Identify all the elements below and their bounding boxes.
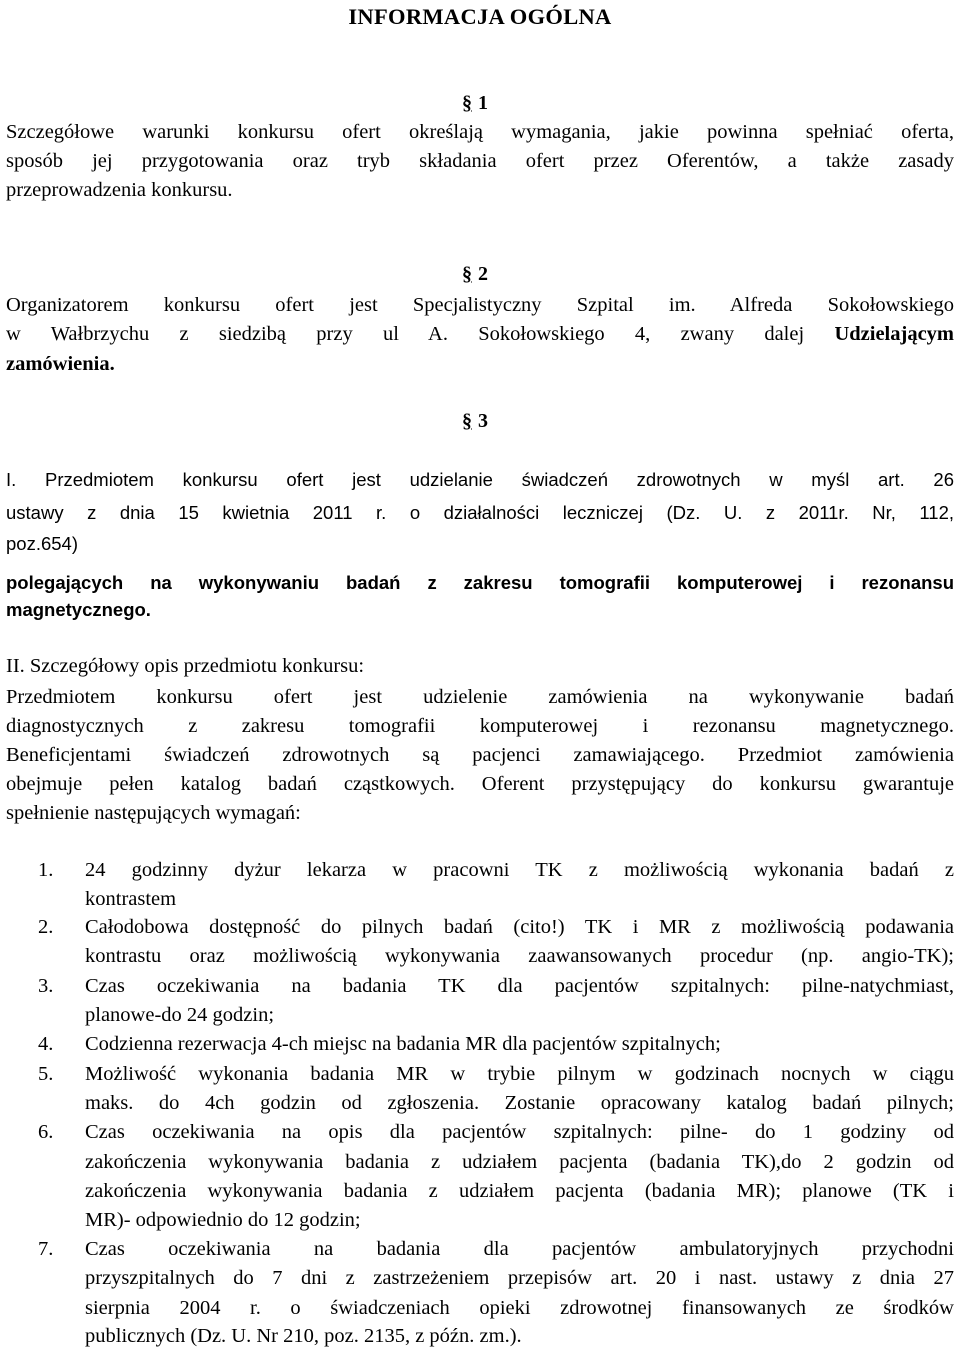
list-item-line: kontrastem [85,888,177,910]
list-item-number: 2. [38,916,54,938]
section-1-line: Szczegółowe warunki konkursu ofert określają wymagania, jakie powinna spełniać oferta, [6,121,954,143]
section-1-line: sposób jej przygotowania oraz tryb składania ofert przez Oferentów, a także zasady [6,150,954,172]
list-item-line: Całodobowa dostępność do pilnych badań (cito!) TK i MR z możliwością podawania [85,916,954,938]
section-3-line: diagnostycznych z zakresu tomografii komputerowej i rezonansu magnetycznego. [6,715,954,737]
section-3-heading [462,410,488,433]
list-item-line: przyszpitalnych do 7 dni z zastrzeżeniem przepisów art. 20 i nast. ustawy z dnia 27 [85,1267,954,1289]
document-title: INFORMACJA OGÓLNA [348,4,612,29]
list-item-line: publicznych (Dz. U. Nr 210, poz. 2135, z późn. zm.). [85,1325,522,1347]
list-item-line: kontrastu oraz możliwością wykonywania zaawansowanych procedur (np. angio-TK); [85,945,954,967]
section-1-line: przeprowadzenia konkursu. [6,179,233,201]
section-2-emphasis: Udzielającym [834,323,954,345]
list-item-number: 3. [38,975,54,997]
section-number: 1 [478,92,488,114]
section-3-line: obejmuje pełen katalog badań cząstkowych. Oferent przystępujący do konkursu gwarantuje [6,773,954,795]
list-item-number: 5. [38,1063,54,1085]
section-2-line-text: w Wałbrzychu z siedzibą przy ul A. Sokołowskiego 4, zwany dalej [6,323,805,345]
list-item-line: zakończenia wykonywania badania z udziałem pacjenta (badania TK),do 2 godzin od [85,1151,954,1173]
section-1-heading [462,92,488,115]
section-3-line: ustawy z dnia 15 kwietnia 2011 r. o działalności leczniczej (Dz. U. z 2011r. Nr, 112, [6,502,954,523]
section-2-heading [462,263,488,286]
section-2-line: Organizatorem konkursu ofert jest Specjalistyczny Szpital im. Alfreda Sokołowskiego [6,294,954,316]
section-3-bold-line: polegających na wykonywaniu badań z zakresu tomografii komputerowej i rezonansu [6,572,954,593]
list-item-line: Czas oczekiwania na badania dla pacjentów ambulatoryjnych przychodni [85,1238,954,1260]
list-item-line: Czas oczekiwania na opis dla pacjentów szpitalnych: pilne- do 1 godziny od [85,1121,954,1143]
section-2-emphasis: zamówienia. [6,353,115,375]
section-3-line: I. Przedmiotem konkursu ofert jest udzielanie świadczeń zdrowotnych w myśl art. 26 [6,469,954,490]
section-number: 2 [478,263,488,285]
section-3-bold-line: magnetycznego. [6,599,151,620]
list-item-number: 1. [38,859,54,881]
list-item-line: zakończenia wykonywania badania z udziałem pacjenta (badania MR); planowe (TK i [85,1180,954,1202]
section-number: 3 [478,410,488,432]
section-3-line: Przedmiotem konkursu ofert jest udzielenie zamówienia na wykonywanie badań [6,686,954,708]
list-item-line: 24 godzinny dyżur lekarza w pracowni TK z możliwością wykonania badań z [85,859,954,881]
list-item-line: planowe-do 24 godzin; [85,1004,275,1026]
section-3-line: II. Szczegółowy opis przedmiotu konkursu: [6,655,365,677]
list-item-line: Czas oczekiwania na badania TK dla pacjentów szpitalnych: pilne-natychmiast, [85,975,954,997]
section-3-line: spełnienie następujących wymagań: [6,802,301,824]
section-sign: § [462,92,472,114]
list-item-number: 6. [38,1121,54,1143]
section-sign: § [462,410,472,432]
list-item-line: MR)- odpowiednio do 12 godzin; [85,1209,361,1231]
section-3-line: poz.654) [6,533,78,554]
list-item-number: 7. [38,1238,54,1260]
list-item-line: Możliwość wykonania badania MR w trybie pilnym w godzinach nocnych w ciągu [85,1063,954,1085]
list-item-line: maks. do 4ch godzin od zgłoszenia. Zostanie opracowany katalog badań pilnych; [85,1092,954,1114]
list-item-line: sierpnia 2004 r. o świadczeniach opieki zdrowotnej finansowanych ze środków [85,1297,954,1319]
list-item-line: Codzienna rezerwacja 4-ch miejsc na badania MR dla pacjentów szpitalnych; [85,1033,721,1055]
list-item-number: 4. [38,1033,54,1055]
section-3-line: Beneficjentami świadczeń zdrowotnych są pacjenci zamawiającego. Przedmiot zamówienia [6,744,954,766]
section-sign: § [462,263,472,285]
section-2-line [6,320,954,348]
